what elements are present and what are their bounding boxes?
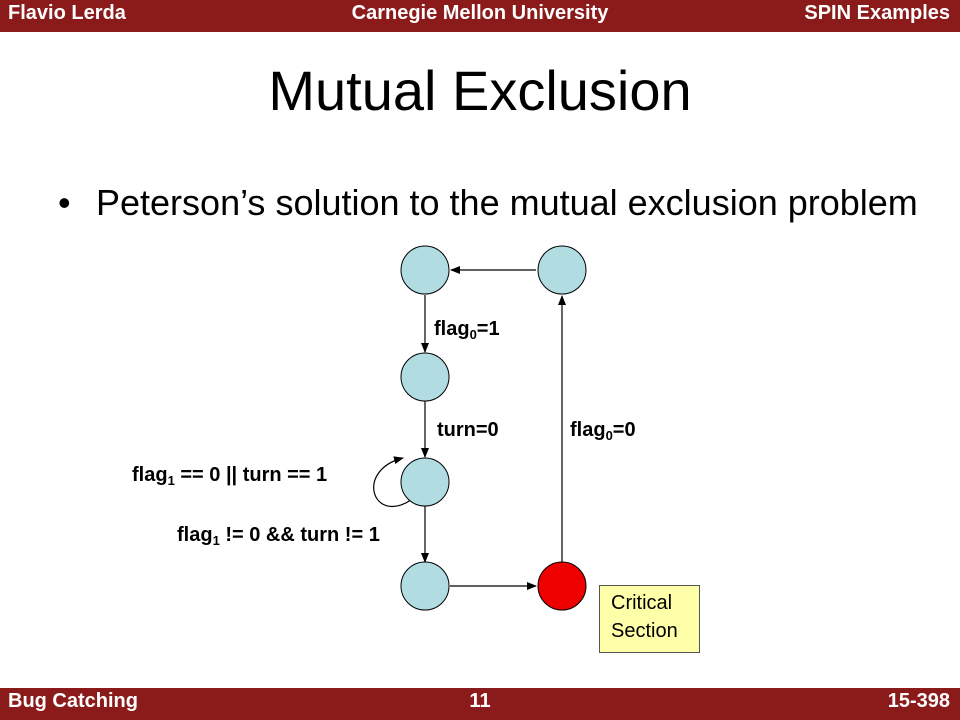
bullet-marker: • xyxy=(58,182,71,223)
header-author: Flavio Lerda xyxy=(8,2,126,24)
label-proceed: flag$_1$ != 0 && turn != 1 xyxy=(177,524,380,548)
critical-section-note xyxy=(599,585,700,653)
state-node xyxy=(401,458,449,506)
footer-course-number: 15-398 xyxy=(887,690,950,712)
header-topic: SPIN Examples xyxy=(804,2,950,24)
state-node xyxy=(401,353,449,401)
state-node xyxy=(538,246,586,294)
critical-note-line: Critical xyxy=(611,592,673,614)
label-wait-loop: flag$_1$ == 0 || turn == 1 xyxy=(132,464,328,488)
slide-number: 11 xyxy=(469,690,491,712)
state-node xyxy=(401,246,449,294)
footer-course-topic: Bug Catching xyxy=(8,690,138,712)
bullet-text: Peterson’s solution to the mutual exclusion problem xyxy=(96,182,918,223)
label-flag0-clear: flag$_0$=0 xyxy=(570,419,636,443)
critical-note-line: Section xyxy=(611,620,678,642)
footer-bar xyxy=(0,688,960,720)
header-institution: Carnegie Mellon University xyxy=(351,2,609,24)
slide-title: Mutual Exclusion xyxy=(268,59,692,122)
state-node xyxy=(401,562,449,610)
critical-state-node xyxy=(538,562,586,610)
label-turn-set: turn=0 xyxy=(437,419,499,441)
label-flag0-set: flag$_0$=1 xyxy=(434,318,500,342)
